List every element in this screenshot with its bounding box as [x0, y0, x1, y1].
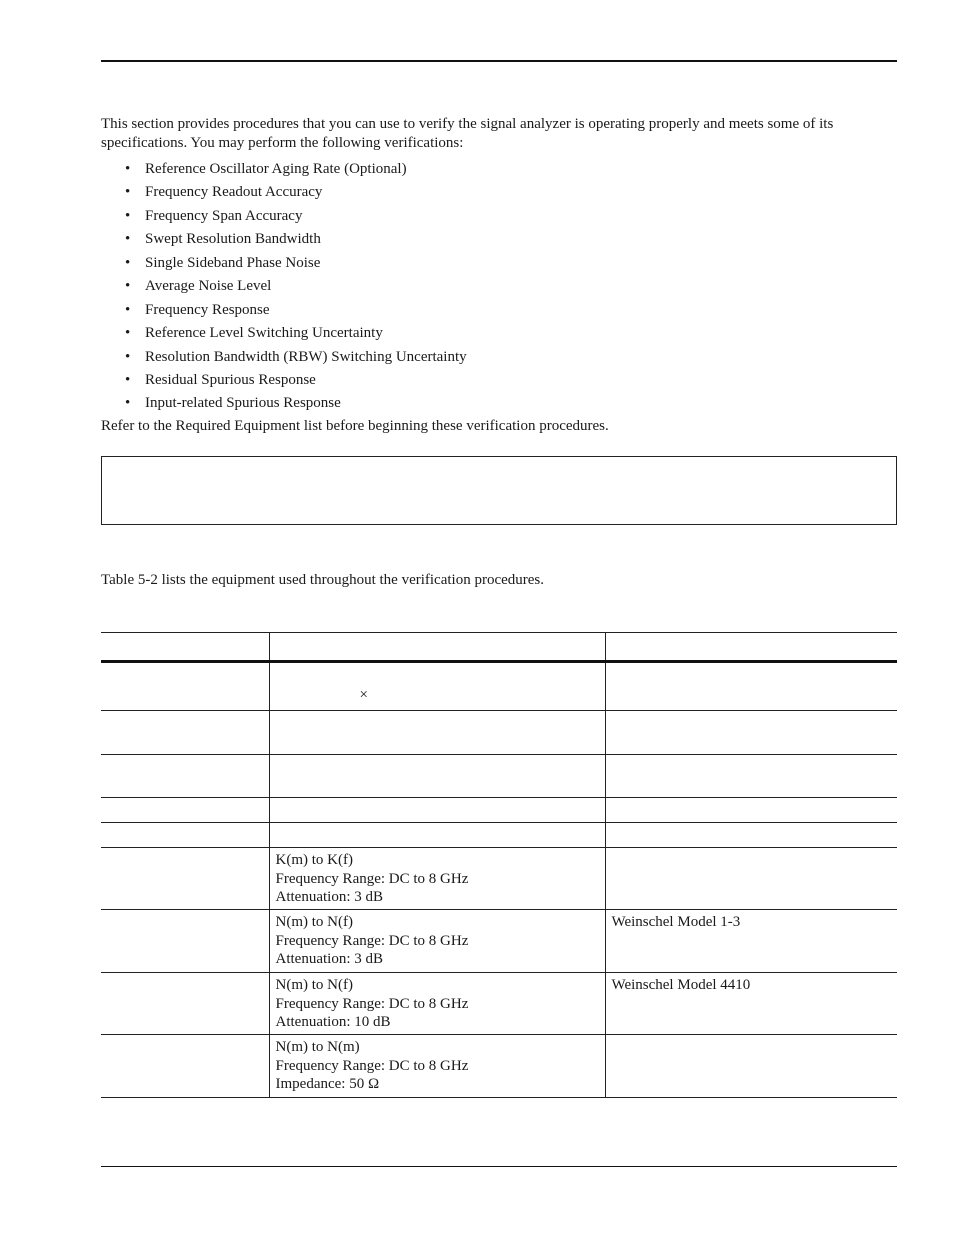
bullet-icon: •	[125, 231, 131, 248]
frequency-range: Frequency Range: DC to 8 GHz	[275, 1057, 469, 1074]
bullet-icon: •	[125, 161, 131, 177]
table-row	[101, 910, 897, 973]
refer-text: Refer to the Required Equipment list before beginning these verification procedures.	[101, 418, 609, 434]
table-cell	[101, 662, 269, 711]
table-cell	[269, 848, 605, 910]
frequency-range: Frequency Range: DC to 8 GHz	[275, 995, 469, 1012]
connector-type: N(m) to N(f)	[275, 914, 353, 930]
table-cell	[269, 910, 605, 973]
attenuation: Attenuation: 10 dB	[275, 1014, 391, 1030]
table-row	[101, 973, 897, 1035]
table-row	[101, 662, 897, 711]
list-item: • Frequency Response	[101, 299, 891, 322]
table-row	[101, 755, 897, 798]
table-cell	[101, 798, 269, 823]
table-cell	[101, 755, 269, 798]
list-item: • Input-related Spurious Response	[101, 392, 891, 415]
list-item: • Single Sideband Phase Noise	[101, 252, 891, 275]
frequency-range: Frequency Range: DC to 8 GHz	[275, 932, 469, 949]
verification-list	[101, 158, 891, 416]
table-row	[101, 798, 897, 823]
table-header-row	[101, 633, 897, 662]
table-cell	[101, 848, 269, 910]
table-cell	[101, 1035, 269, 1098]
connector-type: N(m) to N(m)	[275, 1039, 360, 1055]
table-row	[101, 848, 897, 910]
table-cell	[605, 755, 897, 798]
bullet-icon: •	[125, 348, 131, 365]
table-cell	[605, 848, 897, 910]
table-row	[101, 1035, 897, 1098]
bullet-icon: •	[125, 184, 131, 201]
table-cell	[269, 1035, 605, 1098]
table-row	[101, 711, 897, 755]
table-cell	[605, 973, 897, 1035]
table-cell	[269, 755, 605, 798]
model-name: Weinschel Model 1-3	[611, 914, 741, 930]
list-item: • Residual Spurious Response	[101, 369, 891, 392]
table-cell	[101, 910, 269, 973]
equipment-table	[101, 632, 897, 1098]
table-cell	[605, 1035, 897, 1098]
list-item: • Frequency Readout Accuracy	[101, 181, 891, 204]
model-name: Weinschel Model 4410	[611, 977, 751, 993]
connector-type: N(m) to N(f)	[275, 977, 353, 993]
list-item: • Swept Resolution Bandwidth	[101, 228, 891, 251]
connector-type: K(m) to K(f)	[275, 852, 353, 868]
table-cell	[269, 662, 605, 711]
table-cell	[605, 662, 897, 711]
table-cell	[101, 973, 269, 1035]
header-cell	[269, 633, 605, 662]
header-cell	[101, 633, 269, 662]
table-cell	[605, 910, 897, 973]
attenuation: Attenuation: 3 dB	[275, 951, 383, 967]
list-item: • Reference Level Switching Uncertainty	[101, 322, 891, 345]
note-box	[101, 456, 897, 525]
table-cell	[605, 798, 897, 823]
bullet-icon: •	[125, 278, 131, 295]
bullet-icon: •	[125, 207, 131, 224]
table-cell	[605, 823, 897, 848]
table-cell	[269, 711, 605, 755]
list-item: • Resolution Bandwidth (RBW) Switching Uncertainty	[101, 346, 891, 369]
table-intro-text: Table 5-2 lists the equipment used throughout the verification procedures.	[101, 572, 544, 588]
impedance: Impedance: 50 Ω	[275, 1076, 380, 1092]
table-cell	[101, 711, 269, 755]
table-cell	[269, 973, 605, 1035]
bullet-icon: •	[125, 371, 131, 388]
bullet-icon: •	[125, 254, 131, 271]
list-item: • Reference Oscillator Aging Rate (Optional)	[101, 158, 891, 181]
bullet-icon: •	[125, 301, 131, 318]
frequency-range: Frequency Range: DC to 8 GHz	[275, 870, 469, 887]
bullet-icon: •	[125, 395, 131, 412]
table-cell	[605, 711, 897, 755]
table-cell	[269, 798, 605, 823]
multiply-sign: ×	[359, 687, 368, 703]
header-cell	[605, 633, 897, 662]
table-row	[101, 823, 897, 848]
bullet-icon: •	[125, 325, 131, 342]
footer-rule	[101, 1166, 897, 1167]
list-item: • Average Noise Level	[101, 275, 891, 298]
intro-paragraph: This section provides procedures that you can use to verify the signal analyzer is operating properly and meets some of its specifications. You may perform the following verifications:	[101, 116, 834, 151]
header-rule	[101, 60, 897, 62]
table-cell	[101, 823, 269, 848]
list-item: • Frequency Span Accuracy	[101, 205, 891, 228]
attenuation: Attenuation: 3 dB	[275, 889, 383, 905]
table-cell	[269, 823, 605, 848]
